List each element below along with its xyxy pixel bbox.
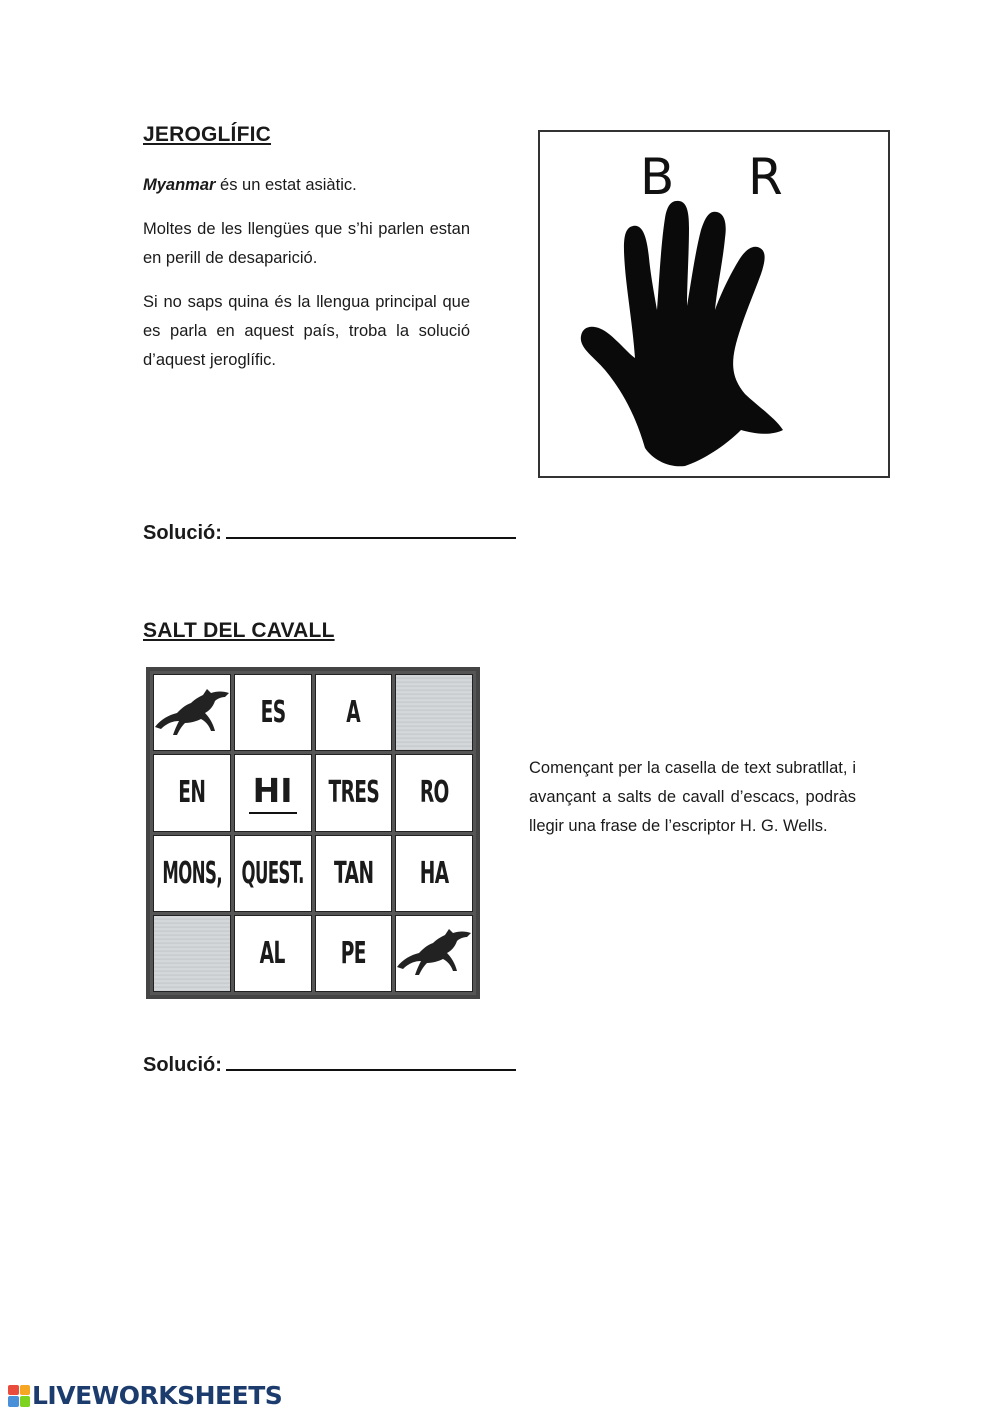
grid-cell-start	[234, 754, 312, 831]
grid-cell-horse	[153, 674, 231, 751]
grid-cell-text: AL	[260, 935, 286, 971]
salt-instructions	[529, 754, 856, 841]
hieroglyph-letter-r: R	[748, 148, 783, 206]
solution-answer-line[interactable]	[226, 518, 516, 539]
grid-cell	[234, 835, 312, 912]
country-name: Myanmar	[143, 176, 216, 194]
grid-cell-text: MONS,	[162, 855, 222, 891]
instructions-text: Començant per la casella de text subratllat, i avançant a salts de cavall d’escacs, podràs llegir una frase de l’escriptor H. G. Wells.	[529, 759, 856, 835]
grid-cell	[395, 835, 473, 912]
logo-badge-square	[20, 1396, 31, 1407]
solution-answer-line[interactable]	[226, 1050, 516, 1071]
knight-horse-icon	[395, 919, 473, 987]
grid-cell	[315, 754, 393, 831]
grid-cell-text: HA	[419, 855, 449, 891]
logo-badge-square	[8, 1396, 19, 1407]
grid-cell-text: EN	[178, 775, 206, 811]
jeroglific-paragraph-3: Si no saps quina és la llengua principal que es parla en aquest país, troba la solució d’aquest jeroglífic.	[143, 293, 470, 369]
grid-cell	[315, 835, 393, 912]
grid-cell	[395, 754, 473, 831]
jeroglific-paragraph-2: Moltes de les llengües que s’hi parlen estan en perill de desaparició.	[143, 220, 470, 267]
hieroglyph-letter-b: B	[640, 148, 675, 206]
jeroglific-paragraph-1	[143, 171, 470, 200]
grid-cell-text: PE	[340, 935, 366, 971]
jeroglific-text	[143, 171, 470, 375]
grid-cell-text: ES	[260, 695, 286, 731]
salt-del-cavall-title: SALT DEL CAVALL	[143, 619, 335, 642]
logo-badge-square	[8, 1385, 19, 1396]
grid-cell	[153, 754, 231, 831]
grid-cell	[234, 674, 312, 751]
grid-cell-text: HI	[249, 771, 297, 814]
black-hand-icon	[575, 198, 820, 468]
grid-cell-text: TAN	[333, 855, 374, 891]
grid-cell-blank	[395, 674, 473, 751]
logo-badge-icon	[8, 1385, 30, 1407]
salt-solution	[143, 1050, 516, 1077]
logo-text: LIVEWORKSHEETS	[32, 1381, 283, 1410]
grid-cell-horse	[395, 915, 473, 992]
knight-grid	[146, 667, 480, 999]
grid-cell-text: RO	[419, 775, 449, 811]
paragraph-1-rest: és un estat asiàtic.	[215, 176, 357, 194]
solution-label: Solució:	[143, 522, 222, 544]
grid-cell-text: TRES	[328, 775, 379, 811]
grid-cell	[315, 915, 393, 992]
liveworksheets-logo	[8, 1381, 282, 1410]
knight-horse-icon	[153, 679, 231, 747]
grid-cell	[234, 915, 312, 992]
jeroglific-title: JEROGLÍFIC	[143, 123, 272, 146]
solution-label: Solució:	[143, 1054, 222, 1076]
grid-cell-blank	[153, 915, 231, 992]
jeroglific-solution	[143, 518, 516, 545]
logo-badge-square	[20, 1385, 31, 1396]
grid-cell	[153, 835, 231, 912]
grid-cell	[315, 674, 393, 751]
grid-cell-text: QUEST.	[241, 855, 304, 891]
grid-cell-text: A	[346, 695, 361, 731]
